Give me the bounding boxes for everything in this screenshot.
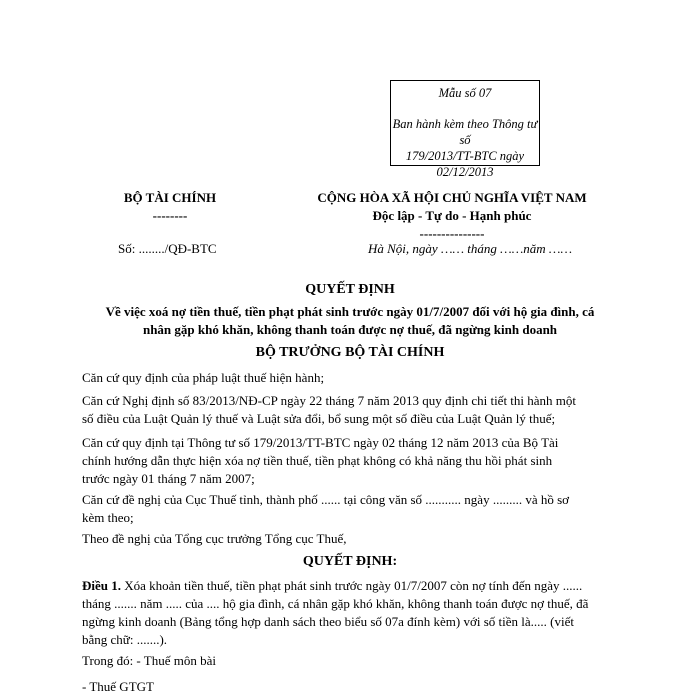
basis-paragraph-4 xyxy=(82,491,622,527)
basis-3-line3: trước ngày 01 tháng 7 năm 2007; xyxy=(82,471,255,486)
article-1 xyxy=(82,577,622,649)
breakdown-vat: - Thuế GTGT xyxy=(82,679,154,694)
ministry-name: BỘ TÀI CHÍNH xyxy=(123,190,217,205)
article-1-line4: bằng chữ: .......). xyxy=(82,632,168,647)
document-title: QUYẾT ĐỊNH xyxy=(305,282,395,297)
ministry-separator: -------- xyxy=(152,208,188,223)
decision-heading: QUYẾT ĐỊNH: xyxy=(302,554,398,569)
article-1-label: Điều 1. xyxy=(82,578,121,593)
article-1-line2: tháng ....... năm ..... của .... hộ gia đình, cá nhân gặp khó khăn, không thanh toán được nợ thuế, đã xyxy=(82,596,589,611)
article-1-line3: ngừng kinh doanh (Bảng tổng hợp danh sách theo biểu số 07a đính kèm) với số tiền là..... (viết xyxy=(82,614,574,629)
article-1-text: Xóa khoản tiền thuế, tiền phạt phát sinh trước ngày 01/7/2007 còn nợ tính đến ngày ...... xyxy=(121,578,583,593)
basis-paragraph-3 xyxy=(82,434,622,488)
form-issued-line2: 179/2013/TT-BTC ngày xyxy=(405,149,525,163)
article-1-line1 xyxy=(82,577,622,595)
form-number: Mẫu số 07 xyxy=(438,86,492,100)
basis-4-line2: kèm theo; xyxy=(82,510,134,525)
basis-4-line1: Căn cứ đề nghị của Cục Thuế tỉnh, thành phố ...... tại công văn số ........... ngày ......... và hồ sơ xyxy=(82,492,570,507)
place-and-date: Hà Nội, ngày …… tháng ……năm …… xyxy=(368,241,573,256)
issuing-authority: BỘ TRƯỞNG BỘ TÀI CHÍNH xyxy=(255,345,445,360)
national-motto: Độc lập - Tự do - Hạnh phúc xyxy=(372,208,532,223)
proposal-paragraph: Theo đề nghị của Tổng cục trưởng Tổng cục Thuế, xyxy=(82,531,347,546)
basis-paragraph-1: Căn cứ quy định của pháp luật thuế hiện hành; xyxy=(82,370,325,385)
motto-separator: --------------- xyxy=(419,226,485,241)
basis-2-line1: Căn cứ Nghị định số 83/2013/NĐ-CP ngày 22 tháng 7 năm 2013 quy định chi tiết thi hành một xyxy=(82,393,577,408)
basis-3-line1: Căn cứ quy định tại Thông tư số 179/2013/TT-BTC ngày 02 tháng 12 năm 2013 của Bộ Tài xyxy=(82,435,559,450)
basis-paragraph-2 xyxy=(82,392,622,428)
document-number: Số: ......../QĐ-BTC xyxy=(118,241,217,256)
form-issued-line1: Ban hành kèm theo Thông tư số xyxy=(392,117,538,147)
form-issued-line3: 02/12/2013 xyxy=(436,165,494,179)
subject-line1: Về việc xoá nợ tiền thuế, tiền phạt phát sinh trước ngày 01/7/2007 đối với hộ gia đình, cá xyxy=(105,304,595,319)
basis-3-line2: chính hướng dẫn thực hiện xóa nợ tiền thuế, tiền phạt không có khả năng thu hồi phát sinh xyxy=(82,453,553,468)
subject-line2: nhân gặp khó khăn, không thanh toán được nợ thuế, đã ngừng kinh doanh xyxy=(142,322,558,337)
country-name: CỘNG HÒA XÃ HỘI CHỦ NGHĨA VIỆT NAM xyxy=(317,190,587,205)
breakdown-license-tax: Trong đó: - Thuế môn bài xyxy=(82,653,216,668)
basis-2-line2: số điều của Luật Quản lý thuế và Luật sửa đổi, bổ sung một số điều của Luật Quản lý thuế; xyxy=(82,411,556,426)
form-number-box xyxy=(390,80,540,179)
